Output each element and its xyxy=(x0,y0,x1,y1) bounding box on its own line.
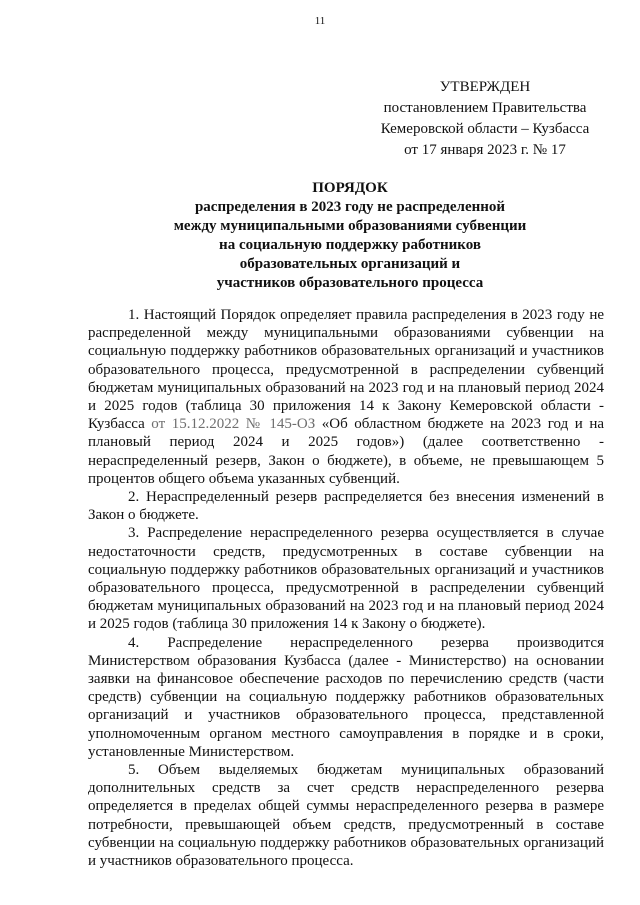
paragraph-3: 3. Распределение нераспределенного резерва осуществляется в случае недостаточности средств, предусмотренных в составе субвенции на социальную поддержку работников образовательных организаций и участников образовательного процесса, предусмотренной в распределении субвенций бюджетам муниципальных образований на 2023 год и на плановый период 2024 и 2025 годов (таблица 30 приложения 14 к Закону о бюджете). xyxy=(88,525,604,633)
approval-line-2: Кемеровской области – Кузбасса xyxy=(380,121,590,137)
title-line-5: образовательных организаций и xyxy=(239,256,461,272)
approval-line-3: от 17 января 2023 г. № 17 xyxy=(404,142,566,158)
document-title xyxy=(60,179,640,293)
page-number: 11 xyxy=(314,15,326,27)
title-line-6: участников образовательного процесса xyxy=(216,275,484,291)
title-line-1: ПОРЯДОК xyxy=(312,180,388,196)
approval-line-1: постановлением Правительства xyxy=(383,100,587,116)
paragraph-4: 4. Распределение нераспределенного резерва производится Министерством образования Кузбасса (далее - Министерство) на основании заявки на финансовое обеспечение расходов по перечислению средств (части средств) субвенции на социальную поддержку работников образовательных организаций и участников образовательного процесса, представленной уполномоченным органом местного самоуправления в порядке и в сроки, установленные Министерством. xyxy=(88,634,604,760)
paragraph-1-text-a: 1. Настоящий Порядок определяет правила распределения в 2023 году не распределенной между муниципальными образованиями субвенции на социальную поддержку работников образовательных организаций и участников образовательного процесса, предусмотренной в распределении субвенций бюджетам муниципальных образований на 2023 год и на плановый период 2024 и 2025 годов (таблица 30 приложения 14 к Закону Кемеровской области - Кузбасса xyxy=(88,307,604,433)
title-line-2: распределения в 2023 году не распределенной xyxy=(194,199,506,215)
law-reference: от 15.12.2022 № 145-ОЗ xyxy=(151,416,316,433)
title-line-4: на социальную поддержку работников xyxy=(219,237,481,253)
paragraph-5: 5. Объем выделяемых бюджетам муниципальных образований дополнительных средств за счет средств нераспределенного резерва определяется в пределах общей суммы нераспределенного резерва в размере потребности, превышающей объем средств, предусмотренный в составе субвенции на социальную поддержку работников образовательных организаций и участников образовательного процесса. xyxy=(88,762,604,870)
document-body xyxy=(88,306,604,870)
approval-stamp xyxy=(340,77,630,161)
paragraph-2: 2. Нераспределенный резерв распределяется без внесения изменений в Закон о бюджете. xyxy=(88,489,604,524)
paragraph-1-text-c: «Об областном бюджете на 2023 год и на плановый период 2024 и 2025 годов») (далее соответственно - нераспределенный резерв, Закон о бюджете), в объеме, не превышающем 5 процентов общего объема указанных субвенций. xyxy=(88,416,605,487)
paragraph-1 xyxy=(88,306,604,488)
title-line-3: между муниципальными образованиями субвенции xyxy=(173,218,527,234)
approval-heading: УТВЕРЖДЕН xyxy=(439,79,531,95)
